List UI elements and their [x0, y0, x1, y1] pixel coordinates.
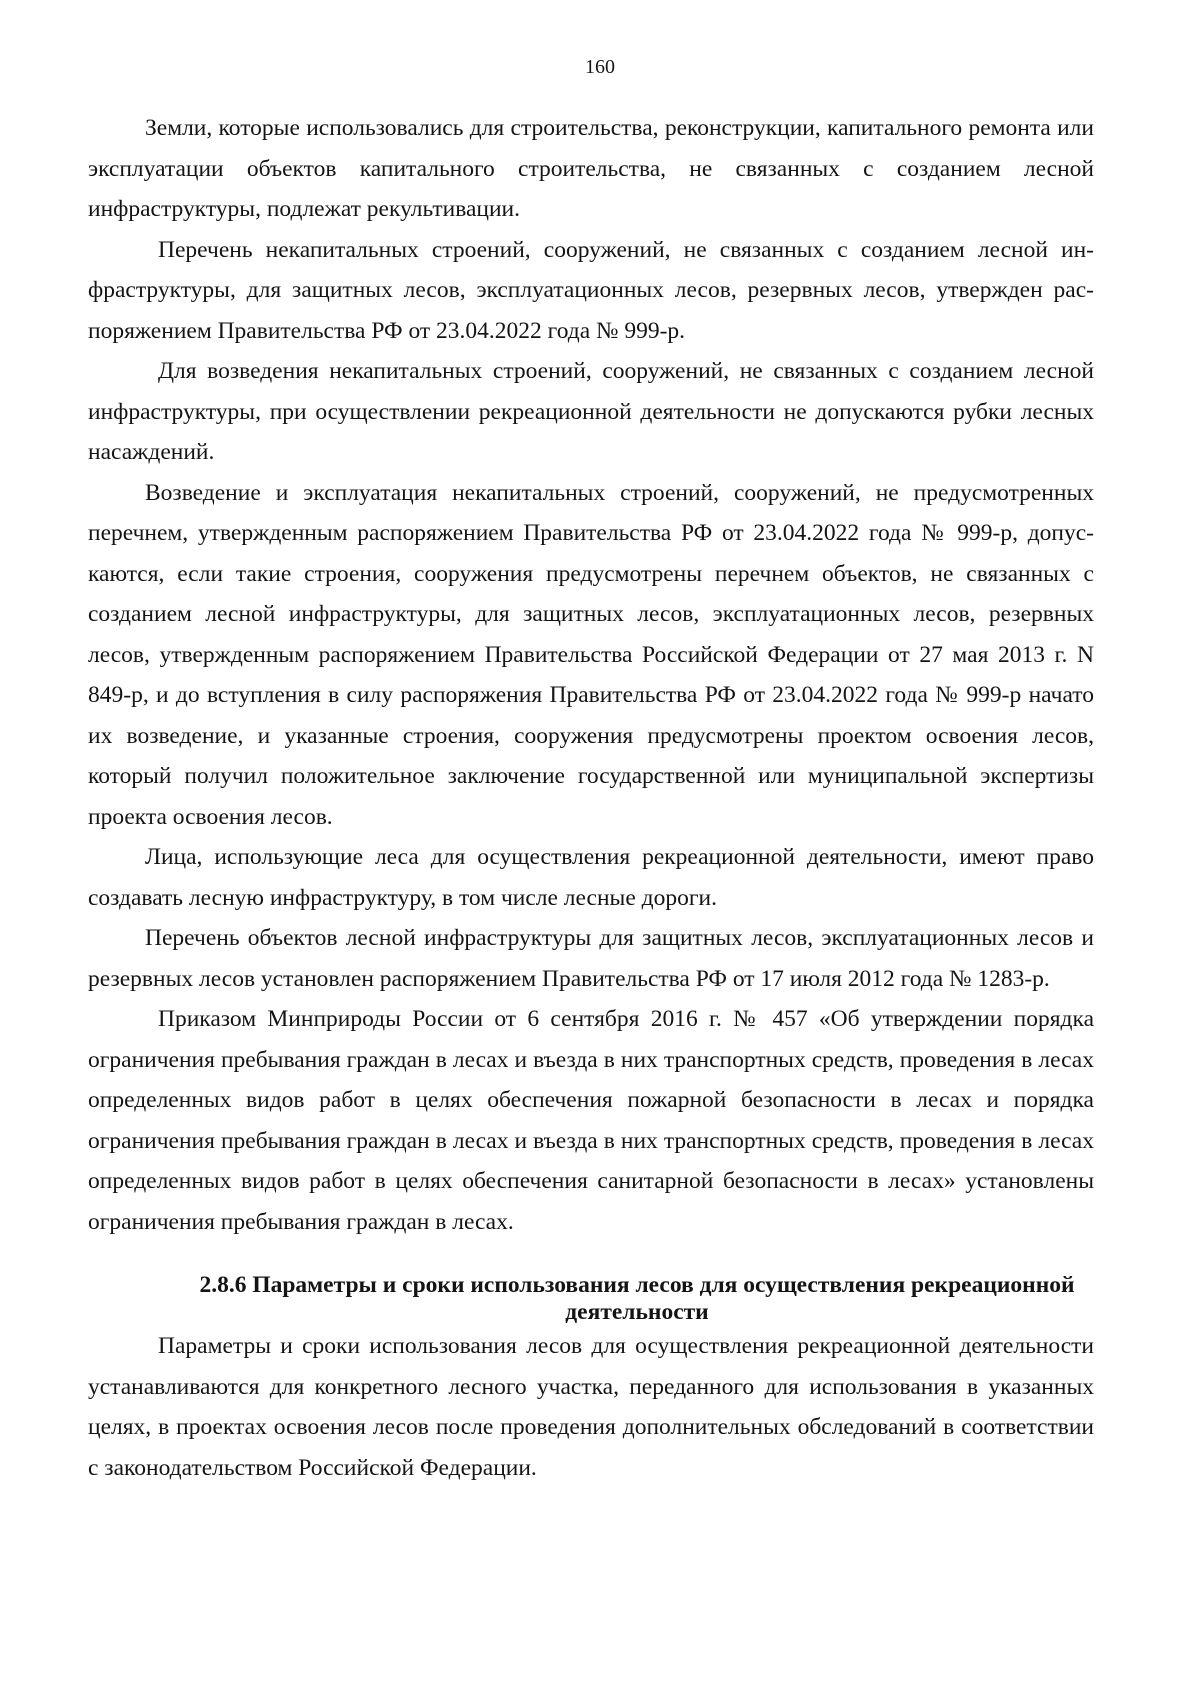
page-number: 160 — [585, 56, 615, 78]
section-heading: 2.8.6 Параметры и сроки использования лесов для осуществления рекреационной деятельности — [199, 1272, 1075, 1325]
paragraph-parameters-terms: Параметры и сроки использования лесов для осуществления рекреационной деятельности устанавливаются для конкретного лесного участка, переданного для использования в указанных целях, в проектах освоения лесов после проведения дополнительных обследований в соответствии с законодательством Российской Федерации. — [88, 1333, 1094, 1481]
document-body — [88, 108, 1094, 1488]
paragraph-land-reclamation: Земли, которые использовались для строительства, реконструкции, капитального ремонта или эксплуатации объектов капитального строительства, не связанных с созданием лесной инфраструктуры, подлежат рекультивации. — [88, 115, 1094, 222]
paragraph-logging-ban: Для возведения некапитальных строений, сооружений, не связанных с созданием лесной инфраструктуры, при осуществлении рекреационной деятельности не допускаются рубки лесных насаждений. — [88, 358, 1094, 465]
paragraph-noncapital-list: Перечень некапитальных строений, сооружений, не связанных с созданием лесной инфраструктуры, для защитных лесов, эксплуатационных лесов, резервных лесов, утвержден распоряжением Правительства РФ от 23.04.2022 года № 999-р. — [88, 236, 1094, 344]
paragraph-infrastructure-list: Перечень объектов лесной инфраструктуры для защитных лесов, эксплуатационных лесов и резервных лесов установлен распоряжением Правительства РФ от 17 июля 2012 года № 1283-р. — [88, 925, 1094, 992]
paragraph-construction-conditions: Возведение и эксплуатация некапитальных строений, сооружений, не предусмотренных перечнем, утвержденным распоряжением Правительства РФ от 23.04.2022 года № 999-р, допускаются, если такие строения, сооружения предусмотрены перечнем объектов, не связанных с созданием лесной инфраструктуры, для защитных лесов, эксплуатационных лесов, резервных лесов, утвержденным распоряжением Правительства Российской Федерации от 27 мая 2013 г. N 849-р, и до вступления в силу распоряжения Правительства РФ от 23.04.2022 года № 999-р начато их возведение, и указанные строения, сооружения предусмотрены проектом освоения лесов, который получил положительное заключение государственной или муниципальной экспертизы проекта освоения лесов. — [88, 479, 1094, 830]
paragraph-infrastructure-right: Лица, использующие леса для осуществления рекреационной деятельности, имеют право создавать лесную инфраструктуру, в том числе лесные дороги. — [88, 844, 1094, 911]
paragraph-access-restrictions: Приказом Минприроды России от 6 сентября 2016 г. № 457 «Об утверждении порядка ограничения пребывания граждан в лесах и въезда в них транспортных средств, проведения в лесах определенных видов работ в целях обеспечения пожарной безопасности в лесах и порядка ограничения пребывания граждан в лесах и въезда в них транспортных средств, проведения в лесах определенных видов работ в целях обеспечения санитарной безопасности в лесах» установлены ограничения пребывания граждан в лесах. — [88, 1006, 1094, 1235]
